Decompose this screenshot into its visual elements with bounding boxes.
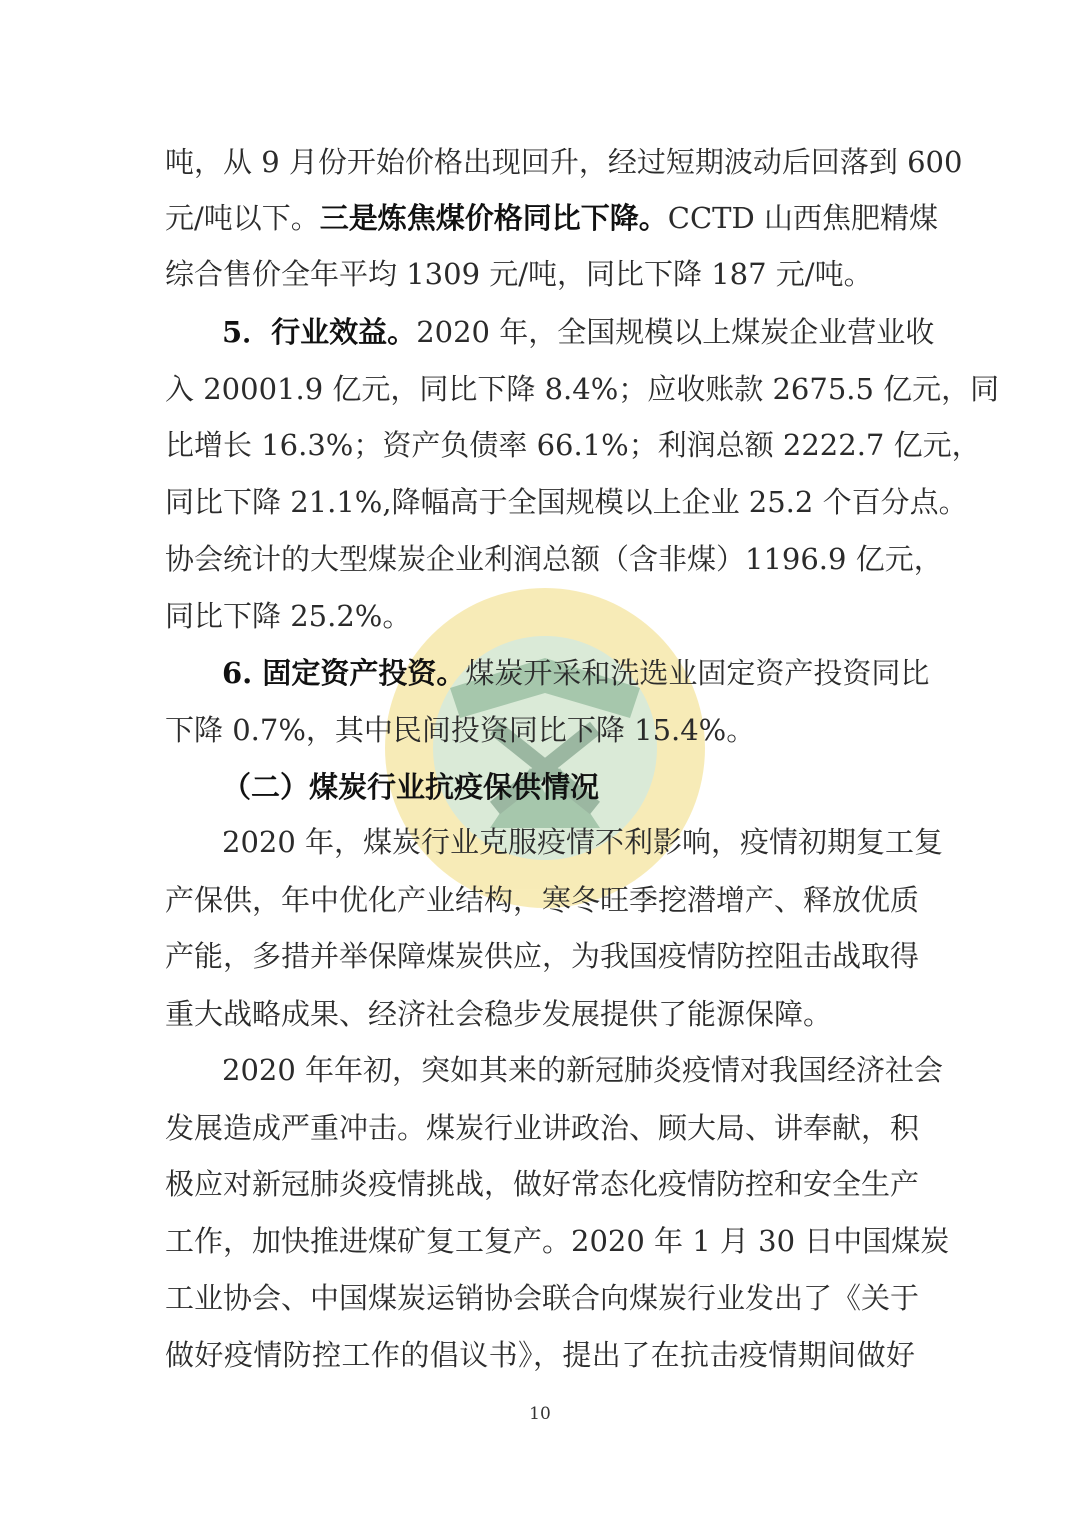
body-text: 同比下降 21.1%,降幅高于全国规模以上企业 25.2 个百分点。 xyxy=(165,485,968,519)
bold-heading-text: 6. 固定资产投资。 xyxy=(222,656,466,690)
body-text: 2020 年，全国规模以上煤炭企业营业收 xyxy=(416,315,935,349)
body-text: 工作，加快推进煤矿复工复产。2020 年 1 月 30 日中国煤炭 xyxy=(165,1224,950,1258)
body-text: 产能，多措并举保障煤炭供应，为我国疫情防控阻击战取得 xyxy=(165,939,920,973)
body-text-line xyxy=(165,710,915,750)
body-text: 重大战略成果、经济社会稳步发展提供了能源保障。 xyxy=(165,997,833,1031)
body-text-line xyxy=(165,142,963,182)
body-text: 协会统计的大型煤炭企业利润总额（含非煤）1196.9 亿元， xyxy=(165,542,943,576)
body-text-line xyxy=(165,539,943,579)
body-text-line xyxy=(165,425,981,465)
body-text: 2020 年年初，突如其来的新冠肺炎疫情对我国经济社会 xyxy=(222,1053,944,1087)
body-text: 综合售价全年平均 1309 元/吨，同比下降 187 元/吨。 xyxy=(165,257,873,291)
body-text-line xyxy=(222,653,930,693)
body-text: 入 20001.9 亿元，同比下降 8.4%；应收账款 2675.5 亿元，同 xyxy=(165,372,1000,406)
body-text-line xyxy=(165,1164,920,1204)
body-text-line xyxy=(165,596,915,636)
bold-heading-text: （二）煤炭行业抗疫保供情况 xyxy=(222,770,600,804)
body-text-line xyxy=(222,822,944,862)
body-text: 做好疫情防控工作的倡议书》，提出了在抗击疫情期间做好 xyxy=(165,1338,915,1372)
body-text: 极应对新冠肺炎疫情挑战，做好常态化疫情防控和安全生产 xyxy=(165,1167,920,1201)
body-text-line xyxy=(165,1221,950,1261)
body-text-line xyxy=(222,312,935,352)
body-text: 发展造成严重冲击。煤炭行业讲政治、顾大局、讲奉献，积 xyxy=(165,1111,920,1145)
body-text-line xyxy=(165,1278,920,1318)
body-text: 2020 年，煤炭行业克服疫情不利影响，疫情初期复工复 xyxy=(222,825,944,859)
body-text: 产保供，年中优化产业结构，寒冬旺季挖潜增产、释放优质 xyxy=(165,883,920,917)
body-text: 比增长 16.3%；资产负债率 66.1%；利润总额 2222.7 亿元， xyxy=(165,428,981,462)
body-text: 元/吨以下。 xyxy=(165,201,320,235)
bold-heading-text: 5．行业效益。 xyxy=(222,315,417,349)
body-text-line xyxy=(165,198,938,238)
body-text: 工业协会、中国煤炭运销协会联合向煤炭行业发出了《关于 xyxy=(165,1281,920,1315)
body-text-line xyxy=(222,1050,944,1090)
body-text-line xyxy=(165,1335,915,1375)
body-text: 煤炭开采和洗选业固定资产投资同比 xyxy=(465,656,930,690)
body-text-line xyxy=(165,936,920,976)
page-number: 10 xyxy=(529,1404,551,1424)
body-text-line xyxy=(165,880,920,920)
body-text: 吨，从 9 月份开始价格出现回升，经过短期波动后回落到 600 xyxy=(165,145,963,179)
body-text-line xyxy=(165,994,915,1034)
body-text-line xyxy=(222,767,915,807)
body-text: 同比下降 25.2%。 xyxy=(165,599,412,633)
bold-heading-text: 三是炼焦煤价格同比下降。 xyxy=(319,201,668,235)
body-text: CCTD 山西焦肥精煤 xyxy=(667,201,938,235)
body-text-line xyxy=(165,369,1000,409)
body-text-line xyxy=(165,482,968,522)
body-text-line xyxy=(165,254,915,294)
body-text-line xyxy=(165,1108,920,1148)
body-text: 下降 0.7%，其中民间投资同比下降 15.4%。 xyxy=(165,713,756,747)
